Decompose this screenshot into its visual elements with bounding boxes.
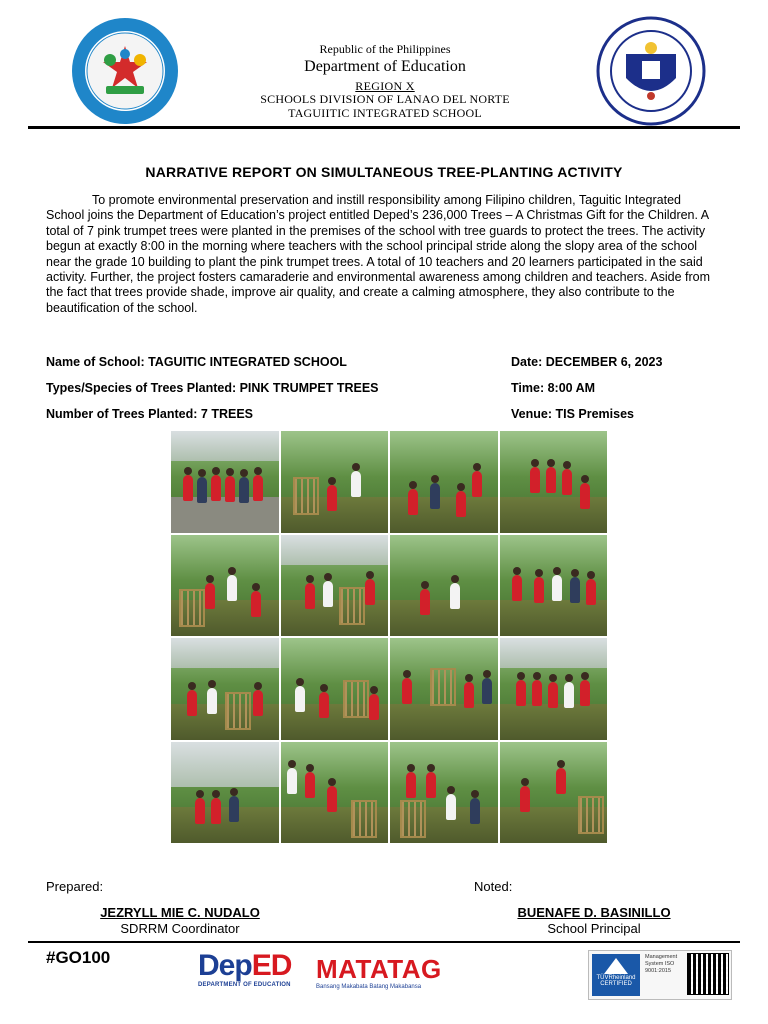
- iso-text: Management System ISO 9001:2015: [645, 954, 678, 974]
- venue-field: Venue: TIS Premises: [511, 407, 634, 421]
- activity-photo: [390, 535, 498, 637]
- iso-certification-badge: [588, 950, 732, 1000]
- activity-photo: [281, 742, 389, 844]
- activity-photo: [390, 742, 498, 844]
- deped-seal-logo: [596, 16, 706, 126]
- republic-text: Republic of the Philippines: [319, 42, 451, 56]
- activity-photo: [171, 535, 279, 637]
- activity-photo: [171, 638, 279, 740]
- noted-name: BUENAFE D. BASINILLO: [517, 905, 671, 920]
- prepared-position: SDRRM Coordinator: [120, 921, 240, 936]
- department-text: Department of Education: [304, 58, 466, 75]
- report-paragraph: To promote environmental preservation and instill responsibility among Filipino children, Taguitic Integrated School joins the Department of Education’s project entitled Deped’s 236,000 Trees – A Christmas Gift for the Children. A total of 7 pink trumpet trees were planted in the premises of the school with tree guards to protect the trees. The activity begun at exactly 8:00 in the morning where teachers with the school principal stride along the slopy area of the school near the grade 10 building to plant the pink trumpet trees. A total of 10 teachers and 20 learners participated in the said activity. Further, the project fosters camaraderie and environmental awareness among children and teachers. Aside from the fact that trees provide shade, improve air quality, and create a calming atmosphere, they also contribute to the beautification of the school.: [46, 193, 710, 315]
- deped-subtext: DEPARTMENT OF EDUCATION: [198, 982, 291, 988]
- activity-photo: [500, 535, 608, 637]
- school-header-text: TAGUIITIC INTEGRATED SCHOOL: [288, 106, 482, 120]
- noted-position: School Principal: [547, 921, 641, 936]
- qr-code-icon: [688, 954, 728, 994]
- activity-photo: [500, 638, 608, 740]
- header-divider: [28, 126, 740, 129]
- footer-divider: [28, 941, 740, 943]
- division-text: SCHOOLS DIVISION OF LANAO DEL NORTE: [260, 92, 510, 106]
- activity-photo: [281, 431, 389, 533]
- activity-photo: [390, 431, 498, 533]
- prepared-name: JEZRYLL MIE C. NUDALO: [100, 905, 260, 920]
- noted-label: Noted:: [474, 879, 513, 894]
- report-title: NARRATIVE REPORT ON SIMULTANEOUS TREE-PLANTING ACTIVITY: [145, 164, 623, 180]
- activity-photo: [281, 638, 389, 740]
- activity-photo: [171, 742, 279, 844]
- activity-photo: [500, 742, 608, 844]
- species-field: Types/Species of Trees Planted: PINK TRUMPET TREES: [46, 381, 379, 395]
- hashtag-text: #GO100: [46, 948, 111, 967]
- deped-wordmark: DepED: [198, 949, 292, 982]
- date-field: Date: DECEMBER 6, 2023: [511, 355, 663, 369]
- matatag-tagline: Bansang Makabata Batang Makabansa: [316, 984, 422, 990]
- activity-photo: [281, 535, 389, 637]
- school-seal-logo: [70, 16, 180, 126]
- matatag-logo: MATATAG: [316, 954, 442, 984]
- tuv-logo: [592, 954, 640, 996]
- activity-photo: [500, 431, 608, 533]
- activity-photo: [171, 431, 279, 533]
- photo-collage: [171, 431, 607, 843]
- time-field: Time: 8:00 AM: [511, 381, 596, 395]
- deped-logo: [198, 950, 306, 994]
- tuv-text: TÜVRheinland CERTIFIED: [596, 975, 636, 987]
- school-name-field: Name of School: TAGUITIC INTEGRATED SCHOOL: [46, 355, 347, 369]
- region-text: REGION X: [355, 79, 415, 93]
- prepared-label: Prepared:: [46, 879, 104, 894]
- trees-count-field: Number of Trees Planted: 7 TREES: [46, 407, 253, 421]
- activity-photo: [390, 638, 498, 740]
